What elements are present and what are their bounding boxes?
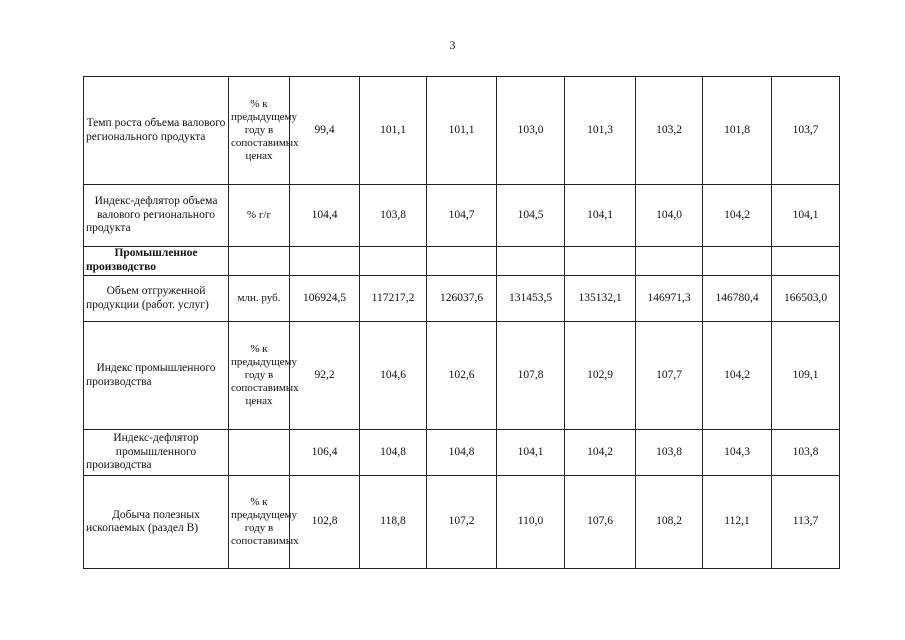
value-cell: 104,0 xyxy=(636,185,703,247)
value-cell xyxy=(772,247,840,276)
value-cell: 103,7 xyxy=(772,77,840,185)
value-cell: 146780,4 xyxy=(703,276,772,322)
value-cell: 104,2 xyxy=(565,430,636,476)
value-cell: 146971,3 xyxy=(636,276,703,322)
value-cell xyxy=(565,247,636,276)
value-cell: 104,6 xyxy=(360,322,427,430)
value-cell: 107,6 xyxy=(565,476,636,569)
section-title: Промышленное производство xyxy=(84,247,229,276)
value-cell: 102,9 xyxy=(565,322,636,430)
value-cell: 104,8 xyxy=(427,430,497,476)
value-cell: 103,8 xyxy=(772,430,840,476)
table-row xyxy=(84,185,840,247)
value-cell: 110,0 xyxy=(497,476,565,569)
value-cell: 101,1 xyxy=(360,77,427,185)
unit-cell: % г/г xyxy=(229,185,290,247)
value-cell: 108,2 xyxy=(636,476,703,569)
value-cell: 107,8 xyxy=(497,322,565,430)
value-cell: 102,8 xyxy=(290,476,360,569)
value-cell: 101,1 xyxy=(427,77,497,185)
value-cell: 101,3 xyxy=(565,77,636,185)
indicator-cell: Добыча полезных ископаемых (раздел В) xyxy=(84,476,229,569)
value-cell: 104,2 xyxy=(703,322,772,430)
value-cell xyxy=(636,247,703,276)
page-number: 3 xyxy=(449,38,456,52)
value-cell: 92,2 xyxy=(290,322,360,430)
value-cell: 103,8 xyxy=(636,430,703,476)
unit-cell: млн. руб. xyxy=(229,276,290,322)
value-cell: 104,4 xyxy=(290,185,360,247)
value-cell: 101,8 xyxy=(703,77,772,185)
indicator-cell: Индекс промышленного производства xyxy=(84,322,229,430)
table-row xyxy=(84,276,840,322)
indicator-cell: Объем отгруженной продукции (работ. услуг) xyxy=(84,276,229,322)
value-cell xyxy=(703,247,772,276)
value-cell: 104,1 xyxy=(565,185,636,247)
value-cell xyxy=(290,247,360,276)
unit-cell: % к предыдущему году в сопоставимых xyxy=(229,476,290,569)
value-cell: 104,8 xyxy=(360,430,427,476)
value-cell: 106924,5 xyxy=(290,276,360,322)
value-cell: 104,3 xyxy=(703,430,772,476)
table-row xyxy=(84,322,840,430)
unit-cell xyxy=(229,247,290,276)
value-cell: 112,1 xyxy=(703,476,772,569)
value-cell: 131453,5 xyxy=(497,276,565,322)
statistics-table xyxy=(83,76,840,569)
unit-cell: % к предыдущему году в сопоставимых ценах xyxy=(229,322,290,430)
value-cell: 104,2 xyxy=(703,185,772,247)
value-cell: 126037,6 xyxy=(427,276,497,322)
unit-cell: % к предыдущему году в сопоставимых ценах xyxy=(229,77,290,185)
value-cell: 166503,0 xyxy=(772,276,840,322)
indicator-cell: Темп роста объема валового регионального продукта xyxy=(84,77,229,185)
value-cell: 107,2 xyxy=(427,476,497,569)
value-cell: 107,7 xyxy=(636,322,703,430)
value-cell: 99,4 xyxy=(290,77,360,185)
value-cell: 102,6 xyxy=(427,322,497,430)
table-row xyxy=(84,430,840,476)
value-cell: 103,2 xyxy=(636,77,703,185)
table-row xyxy=(84,476,840,569)
value-cell: 106,4 xyxy=(290,430,360,476)
section-header-row xyxy=(84,247,840,276)
table-row xyxy=(84,77,840,185)
value-cell xyxy=(427,247,497,276)
indicator-cell: Индекс-дефлятор промышленного производства xyxy=(84,430,229,476)
value-cell: 117217,2 xyxy=(360,276,427,322)
value-cell: 104,1 xyxy=(772,185,840,247)
value-cell: 113,7 xyxy=(772,476,840,569)
value-cell: 104,1 xyxy=(497,430,565,476)
indicator-cell: Индекс-дефлятор объема валового регионального продукта xyxy=(84,185,229,247)
value-cell: 103,8 xyxy=(360,185,427,247)
value-cell: 104,5 xyxy=(497,185,565,247)
value-cell xyxy=(497,247,565,276)
value-cell: 104,7 xyxy=(427,185,497,247)
unit-cell xyxy=(229,430,290,476)
value-cell: 118,8 xyxy=(360,476,427,569)
value-cell: 109,1 xyxy=(772,322,840,430)
value-cell: 135132,1 xyxy=(565,276,636,322)
value-cell: 103,0 xyxy=(497,77,565,185)
value-cell xyxy=(360,247,427,276)
